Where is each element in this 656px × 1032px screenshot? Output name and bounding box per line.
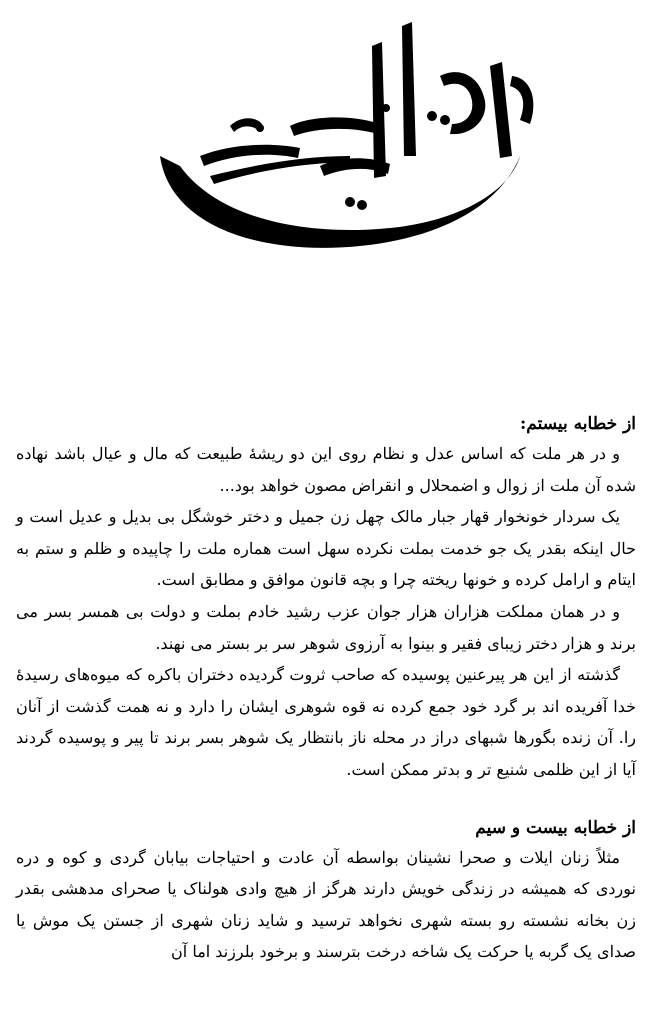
body-text	[16, 412, 636, 968]
calligraphy-title-art	[140, 6, 540, 268]
calligraphy-title	[140, 6, 540, 268]
paragraph: و در هر ملت که اساس عدل و نظام روی این دو ریشهٔ طبیعت که مال و عیال باشد نهاده شده آن ملت از زوال و اضمحلال و انقراض مصون خواهد بود...	[16, 444, 636, 495]
paragraph: مثلاً زنان ایلات و صحرا نشینان بواسطه آن عادت و احتیاجات بیابان گردی و کوه و دره نوردی که همیشه در زندگی خویش دارند هرگز از هیچ وادی هولناک یا صحرای مدهشی بقدر زن بخانه نشسته رو بسته شهری نخواهد ترسید و شاید زنان شهری از جستن یک موش یا صدای یک گربه یا حرکت یک شاخه درخت بترسند و برخود بلرزند اما آن	[16, 847, 636, 962]
paragraph: و در همان مملکت هزاران هزار جوان عزب رشید خادم بملت و دولت بی همسر بسر می برند و هزار دختر زیبای فقیر و بینوا به آرزوی شوهر سر بر بستر می نهند.	[16, 601, 636, 653]
paragraph: یک سردار خونخوار قهار جبار مالک چهل زن جمیل و دختر خوشگل بی بدیل و عدیل است و حال اینکه بقدر یک جو خدمت بملت نکرده سهل است هماره ملت را چاپیده و ظلم و ستم به ایتام و ارامل کرده و خونها ریخته چرا و بچه قانون موافق و مطابق است.	[16, 507, 637, 590]
paragraph: گذشته از این هر پیرعنین پوسیده که صاحب ثروت گردیده دختران باکره که میوه‌های رسیدهٔ خدا آفریده اند بر گرد خود جمع کرده نه قوه شوهری ایشان را دارد و نه همت گذشت از آنان را. آن زنده بگورها شبهای دراز در محله ناز بانتظار یک شوهر بسر برند تا پیر و پوسیده گردند آیا از این ظلمی شنیع تر و بدتر ممکن است.	[16, 665, 636, 779]
section-heading-1: از خطابه بیستم:	[520, 414, 636, 434]
section-heading-2: از خطابه بیست و سیم	[475, 817, 636, 838]
